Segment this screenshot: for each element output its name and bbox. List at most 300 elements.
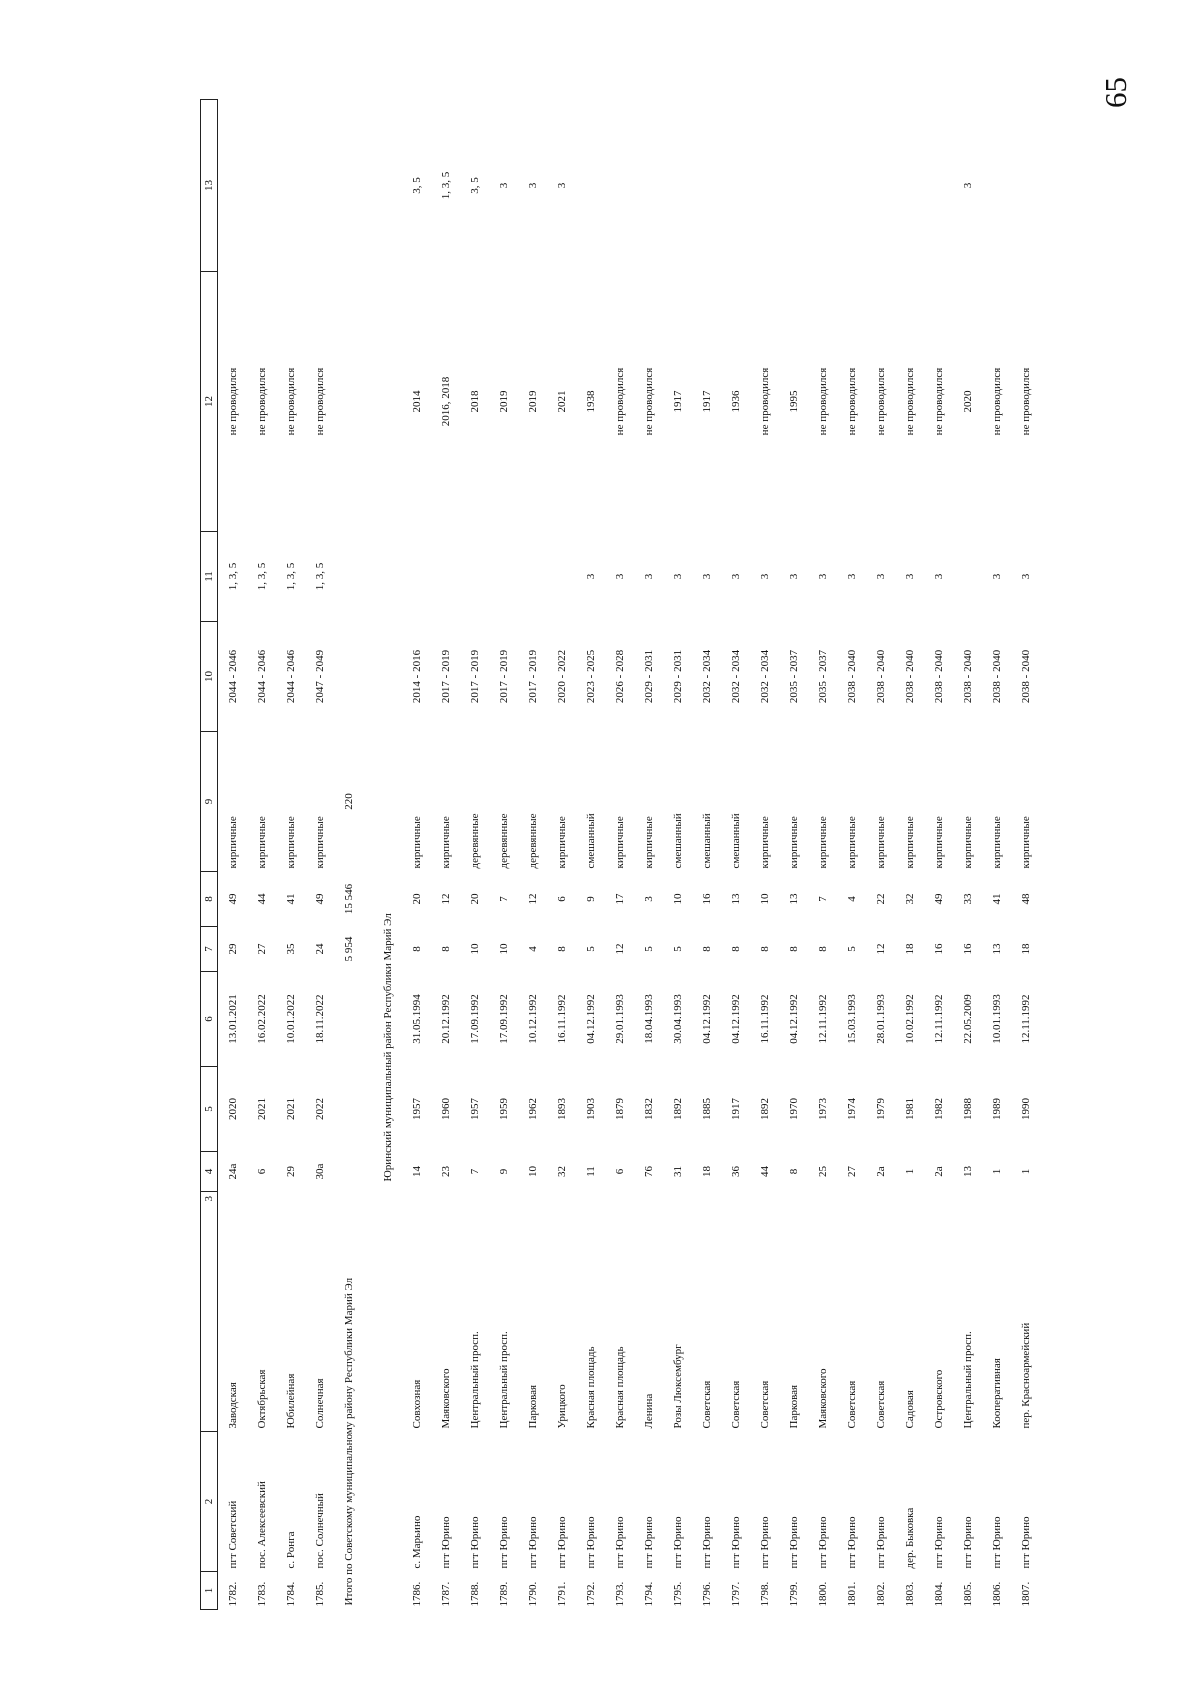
- wall-material-cell: смешанный: [671, 813, 684, 869]
- row-number-cell: 1791.: [555, 1581, 568, 1607]
- settlement-cell: пгт Советский: [226, 1500, 239, 1569]
- wall-material-cell: кирпичные: [874, 816, 887, 869]
- table-row: [895, 100, 924, 1610]
- wall-material-cell: кирпичные: [845, 816, 858, 869]
- apartments-cell: 7: [816, 896, 829, 902]
- apartments-cell: 48: [1019, 893, 1032, 905]
- house-number-cell: 1: [990, 1168, 1003, 1175]
- wall-material-cell: кирпичные: [932, 816, 945, 869]
- repair-period-cell: 2038 - 2040: [990, 649, 1003, 704]
- year-built-cell: 1960: [439, 1098, 452, 1120]
- table-row: [750, 100, 779, 1610]
- year-built-cell: 2021: [284, 1098, 297, 1120]
- table-row: [576, 100, 605, 1610]
- wall-material-cell: смешанный: [729, 813, 742, 869]
- wall-material-cell: смешанный: [700, 813, 713, 869]
- wall-material-cell: деревянные: [497, 813, 510, 869]
- repair-types-cell: 3: [932, 573, 945, 580]
- settlement-cell: с. Ронга: [284, 1531, 297, 1569]
- last-repair-year-cell: 1995: [787, 390, 800, 413]
- house-number-cell: 9: [497, 1168, 510, 1175]
- table-row: [218, 100, 248, 1610]
- apartments-cell: 41: [990, 893, 1003, 905]
- note-cell: [218, 100, 248, 272]
- col-header: 3: [201, 1192, 218, 1432]
- year-built-cell: 1988: [961, 1098, 974, 1120]
- year-built-cell: 2020: [226, 1098, 239, 1120]
- repair-types-cell: [460, 532, 489, 622]
- year-built-cell: 1879: [613, 1098, 626, 1120]
- floors-entrances-cell: 5: [584, 946, 597, 952]
- floors-entrances-cell: 18: [1019, 943, 1032, 955]
- repair-types-cell: 1, 3, 5: [284, 562, 297, 591]
- note-cell: 3: [497, 182, 510, 189]
- date-registered-cell: 10.01.2022: [284, 994, 297, 1044]
- last-repair-year-cell: не проводился: [1019, 367, 1032, 436]
- apartments-cell: 16: [700, 893, 713, 905]
- year-built-cell: 1832: [642, 1098, 655, 1120]
- repair-period-cell: 2020 - 2022: [555, 649, 568, 704]
- settlement-cell: пгт Юрино: [526, 1516, 539, 1569]
- wall-material-cell: кирпичные: [439, 816, 452, 869]
- col-header: 2: [201, 1432, 218, 1572]
- wall-material-cell: кирпичные: [255, 816, 268, 869]
- house-number-cell: 18: [700, 1166, 713, 1177]
- apartments-cell: 13: [729, 893, 742, 905]
- repair-period-cell: 2038 - 2040: [874, 649, 887, 704]
- year-built-cell: 2022: [313, 1098, 326, 1120]
- settlement-cell: пгт Юрино: [468, 1516, 481, 1569]
- last-repair-year-cell: 2019: [526, 390, 539, 413]
- settlement-cell: пгт Юрино: [584, 1516, 597, 1569]
- apartments-cell: 22: [874, 893, 887, 905]
- col-header: 8: [201, 872, 218, 927]
- column-number-row: [201, 100, 218, 1610]
- settlement-cell: пгт Юрино: [816, 1516, 829, 1569]
- repair-types-cell: 3: [874, 573, 887, 580]
- year-built-cell: 1959: [497, 1098, 510, 1120]
- apartments-cell: 3: [642, 896, 655, 902]
- date-registered-cell: 12.11.1992: [1019, 994, 1032, 1044]
- wall-material-cell: деревянные: [468, 813, 481, 869]
- note-cell: 1, 3, 5: [439, 171, 452, 200]
- note-cell: 3, 5: [468, 177, 481, 194]
- street-cell: Юбилейная: [284, 1373, 297, 1429]
- table-row: [866, 100, 895, 1610]
- note-cell: [837, 100, 866, 272]
- settlement-cell: пгт Юрино: [1019, 1516, 1032, 1569]
- date-registered-cell: 10.01.1993: [990, 994, 1003, 1044]
- street-cell: Островского: [932, 1369, 945, 1429]
- col-header: 4: [201, 1152, 218, 1192]
- note-cell: 3: [961, 182, 974, 189]
- house-number-cell: 13: [961, 1166, 974, 1177]
- apartments-cell: 4: [845, 896, 858, 902]
- settlement-cell: пгт Юрино: [671, 1516, 684, 1569]
- date-registered-cell: 15.03.1993: [845, 994, 858, 1044]
- table-row: [779, 100, 808, 1610]
- col-header: 9: [201, 732, 218, 872]
- street-cell: Урицкого: [555, 1384, 568, 1429]
- last-repair-year-cell: 1917: [671, 390, 684, 413]
- apartments-cell: 6: [555, 896, 568, 902]
- repair-period-cell: 2029 - 2031: [671, 649, 684, 704]
- date-registered-cell: 04.12.1992: [700, 994, 713, 1044]
- row-number-cell: 1794.: [642, 1581, 655, 1607]
- repair-period-cell: 2017 - 2019: [439, 649, 452, 704]
- note-cell: [808, 100, 837, 272]
- settlement-cell: пгт Юрино: [758, 1516, 771, 1569]
- house-number-cell: 24а: [226, 1163, 239, 1180]
- note-cell: [924, 100, 953, 272]
- apartments-cell: 13: [787, 893, 800, 905]
- house-number-cell: 1: [903, 1168, 916, 1175]
- date-registered-cell: 17.09.1992: [497, 994, 510, 1044]
- row-number-cell: 1792.: [584, 1581, 597, 1607]
- year-built-cell: 1892: [671, 1098, 684, 1120]
- table-row: [721, 100, 750, 1610]
- street-cell: Советская: [758, 1380, 771, 1429]
- street-cell: Садовая: [903, 1390, 916, 1429]
- apartments-cell: 12: [526, 893, 539, 905]
- last-repair-year-cell: 2018: [468, 390, 481, 413]
- date-registered-cell: 04.12.1992: [729, 994, 742, 1044]
- date-registered-cell: 18.11.2022: [313, 994, 326, 1044]
- table-row: [1011, 100, 1040, 1610]
- row-number-cell: 1804.: [932, 1581, 945, 1607]
- floors-entrances-cell: 5: [671, 946, 684, 952]
- apartments-cell: 10: [671, 893, 684, 905]
- table-row: [305, 100, 334, 1610]
- row-number-cell: 1807.: [1019, 1581, 1032, 1607]
- floors-entrances-cell: 16: [961, 943, 974, 955]
- last-repair-year-cell: 1917: [700, 390, 713, 413]
- apartments-cell: 10: [758, 893, 771, 905]
- table-row: [837, 100, 866, 1610]
- repair-period-cell: 2038 - 2040: [1019, 649, 1032, 704]
- repair-period-cell: 2023 - 2025: [584, 649, 597, 704]
- year-built-cell: 1981: [903, 1098, 916, 1120]
- house-number-cell: 2а: [874, 1166, 887, 1177]
- note-cell: [750, 100, 779, 272]
- last-repair-year-cell: не проводился: [255, 367, 268, 436]
- street-cell: Парковая: [787, 1384, 800, 1429]
- wall-material-cell: кирпичные: [903, 816, 916, 869]
- street-cell: Ленина: [642, 1393, 655, 1429]
- repair-period-cell: 2035 - 2037: [787, 649, 800, 704]
- wall-material-cell: кирпичные: [787, 816, 800, 869]
- apartments-cell: 44: [255, 893, 268, 905]
- street-cell: Центральный просп.: [961, 1331, 974, 1429]
- note-cell: [634, 100, 663, 272]
- wall-material-cell: кирпичные: [284, 816, 297, 869]
- apartments-cell: 17: [613, 893, 626, 905]
- table-row: [276, 100, 305, 1610]
- last-repair-year-cell: не проводился: [313, 367, 326, 436]
- house-number-cell: 25: [816, 1166, 829, 1177]
- last-repair-year-cell: 2016, 2018: [439, 376, 452, 427]
- last-repair-year-cell: не проводился: [284, 367, 297, 436]
- street-cell: Совхозная: [410, 1379, 423, 1429]
- repair-types-cell: [489, 532, 518, 622]
- table-row: [247, 100, 276, 1610]
- repair-period-cell: 2032 - 2034: [700, 649, 713, 704]
- col-header: 6: [201, 972, 218, 1067]
- table-row: [982, 100, 1011, 1610]
- row-number-cell: 1784.: [284, 1581, 297, 1607]
- floors-entrances-cell: 5: [845, 946, 858, 952]
- row-number-cell: 1795.: [671, 1581, 684, 1607]
- total-col9: 220: [342, 793, 355, 810]
- floors-entrances-cell: 27: [255, 943, 268, 955]
- note-cell: [663, 100, 692, 272]
- date-registered-cell: 12.11.1992: [932, 994, 945, 1044]
- row-number-cell: 1798.: [758, 1581, 771, 1607]
- street-cell: Советская: [845, 1380, 858, 1429]
- settlement-cell: пос. Алексеевский: [255, 1481, 268, 1569]
- page-number: 65: [1098, 77, 1133, 108]
- apartments-cell: 7: [497, 896, 510, 902]
- note-cell: [247, 100, 276, 272]
- street-cell: пер. Красноармейский: [1019, 1322, 1032, 1429]
- year-built-cell: 1892: [758, 1098, 771, 1120]
- row-number-cell: 1789.: [497, 1581, 510, 1607]
- row-number-cell: 1783.: [255, 1581, 268, 1607]
- row-number-cell: 1806.: [990, 1581, 1003, 1607]
- floors-entrances-cell: 16: [932, 943, 945, 955]
- settlement-cell: пгт Юрино: [642, 1516, 655, 1569]
- col-header: 13: [201, 100, 218, 272]
- repair-period-cell: 2038 - 2040: [932, 649, 945, 704]
- house-number-cell: 27: [845, 1166, 858, 1177]
- settlement-cell: пгт Юрино: [700, 1516, 713, 1569]
- settlement-cell: пгт Юрино: [874, 1516, 887, 1569]
- last-repair-year-cell: не проводился: [642, 367, 655, 436]
- repair-period-cell: 2038 - 2040: [903, 649, 916, 704]
- note-cell: [779, 100, 808, 272]
- row-number-cell: 1797.: [729, 1581, 742, 1607]
- house-number-cell: 6: [613, 1168, 626, 1175]
- year-built-cell: 1982: [932, 1098, 945, 1120]
- settlement-cell: дер. Быковка: [903, 1507, 916, 1569]
- year-built-cell: 1970: [787, 1098, 800, 1120]
- floors-entrances-cell: 18: [903, 943, 916, 955]
- house-number-cell: 10: [526, 1166, 539, 1177]
- last-repair-year-cell: не проводился: [932, 367, 945, 436]
- note-cell: [305, 100, 334, 272]
- street-cell: Кооперативная: [990, 1358, 1003, 1429]
- house-number-cell: 1: [1019, 1168, 1032, 1175]
- repair-types-cell: 3: [787, 573, 800, 580]
- floors-entrances-cell: 10: [468, 943, 481, 955]
- region-header: Юринский муниципальный район Республики Марий Эл: [381, 913, 394, 1182]
- street-cell: Парковая: [526, 1384, 539, 1429]
- table-row: [692, 100, 721, 1610]
- note-cell: 3: [526, 182, 539, 189]
- apartments-cell: 20: [410, 893, 423, 905]
- total-row: [334, 100, 363, 1610]
- repair-types-cell: 3: [903, 573, 916, 580]
- row-number-cell: 1801.: [845, 1581, 858, 1607]
- repair-period-cell: 2017 - 2019: [497, 649, 510, 704]
- repair-types-cell: [547, 532, 576, 622]
- street-cell: Октябрьская: [255, 1369, 268, 1429]
- street-cell: Красная площадь: [613, 1346, 626, 1429]
- date-registered-cell: 04.12.1992: [787, 994, 800, 1044]
- street-cell: Центральный просп.: [497, 1331, 510, 1429]
- wall-material-cell: деревянные: [526, 813, 539, 869]
- row-number-cell: 1787.: [439, 1581, 452, 1607]
- last-repair-year-cell: 2014: [410, 390, 423, 413]
- col-header: 1: [201, 1572, 218, 1610]
- repair-period-cell: 2029 - 2031: [642, 649, 655, 704]
- row-number-cell: 1786.: [410, 1581, 423, 1607]
- house-number-cell: 76: [642, 1166, 655, 1177]
- year-built-cell: 1962: [526, 1098, 539, 1120]
- floors-entrances-cell: 5: [642, 946, 655, 952]
- floors-entrances-cell: 8: [555, 946, 568, 952]
- year-built-cell: 1989: [990, 1098, 1003, 1120]
- wall-material-cell: кирпичные: [313, 816, 326, 869]
- year-built-cell: 1885: [700, 1098, 713, 1120]
- row-number-cell: 1799.: [787, 1581, 800, 1607]
- house-number-cell: 23: [439, 1166, 452, 1177]
- repair-types-cell: 3: [816, 573, 829, 580]
- floors-entrances-cell: 35: [284, 943, 297, 955]
- col-header: 5: [201, 1067, 218, 1152]
- col-header: 7: [201, 927, 218, 972]
- row-number-cell: 1803.: [903, 1581, 916, 1607]
- repair-period-cell: 2014 - 2016: [410, 649, 423, 704]
- house-number-cell: 29: [284, 1166, 297, 1177]
- settlement-cell: пгт Юрино: [613, 1516, 626, 1569]
- street-cell: Советская: [874, 1380, 887, 1429]
- date-registered-cell: 20.12.1992: [439, 994, 452, 1044]
- apartments-cell: 33: [961, 893, 974, 905]
- street-cell: Заводская: [226, 1382, 239, 1429]
- table-row: [518, 100, 547, 1610]
- date-registered-cell: 16.11.1992: [555, 994, 568, 1044]
- last-repair-year-cell: не проводился: [874, 367, 887, 436]
- floors-entrances-cell: 13: [990, 943, 1003, 955]
- settlement-cell: пгт Юрино: [961, 1516, 974, 1569]
- wall-material-cell: кирпичные: [642, 816, 655, 869]
- year-built-cell: 2021: [255, 1098, 268, 1120]
- total-section: [334, 100, 402, 1610]
- last-repair-year-cell: не проводился: [845, 367, 858, 436]
- last-repair-year-cell: 2019: [497, 390, 510, 413]
- region-header-row: [373, 100, 402, 1610]
- repair-period-cell: 2044 - 2046: [284, 649, 297, 704]
- wall-material-cell: кирпичные: [961, 816, 974, 869]
- col-header: 12: [201, 272, 218, 532]
- street-cell: Красная площадь: [584, 1346, 597, 1429]
- wall-material-cell: кирпичные: [1019, 816, 1032, 869]
- wall-material-cell: кирпичные: [555, 816, 568, 869]
- last-repair-year-cell: не проводился: [903, 367, 916, 436]
- street-cell: Розы Люксембург: [671, 1344, 684, 1429]
- settlement-cell: пгт Юрино: [990, 1516, 1003, 1569]
- settlement-cell: пгт Юрино: [497, 1516, 510, 1569]
- date-registered-cell: 22.05.2009: [961, 994, 974, 1044]
- date-registered-cell: 17.09.1992: [468, 994, 481, 1044]
- floors-entrances-cell: 8: [410, 946, 423, 952]
- last-repair-year-cell: не проводился: [758, 367, 771, 436]
- last-repair-year-cell: 1938: [584, 390, 597, 413]
- repair-types-cell: 3: [845, 573, 858, 580]
- floors-entrances-cell: 8: [700, 946, 713, 952]
- repair-types-cell: 3: [584, 573, 597, 580]
- repair-types-cell: 3: [729, 573, 742, 580]
- house-number-cell: 36: [729, 1166, 742, 1177]
- note-cell: [982, 100, 1011, 272]
- apartments-cell: 32: [903, 893, 916, 905]
- note-cell: [895, 100, 924, 272]
- repair-types-cell: [518, 532, 547, 622]
- street-cell: Советская: [700, 1380, 713, 1429]
- street-cell: Маяковского: [816, 1368, 829, 1429]
- settlement-cell: пгт Юрино: [729, 1516, 742, 1569]
- table-row: [402, 100, 431, 1610]
- last-repair-year-cell: 2020: [961, 390, 974, 413]
- repair-period-cell: 2032 - 2034: [729, 649, 742, 704]
- repair-period-cell: 2044 - 2046: [255, 649, 268, 704]
- note-cell: [721, 100, 750, 272]
- floors-entrances-cell: 8: [816, 946, 829, 952]
- floors-entrances-cell: 12: [874, 943, 887, 955]
- apartments-cell: 20: [468, 893, 481, 905]
- street-cell: Центральный просп.: [468, 1331, 481, 1429]
- apartments-cell: 41: [284, 893, 297, 905]
- last-repair-year-cell: не проводился: [226, 367, 239, 436]
- house-number-cell: 14: [410, 1166, 423, 1177]
- street-cell: Советская: [729, 1380, 742, 1429]
- house-number-cell: 8: [787, 1168, 800, 1175]
- row-number-cell: 1796.: [700, 1581, 713, 1607]
- date-registered-cell: 12.11.1992: [816, 994, 829, 1044]
- repair-period-cell: 2026 - 2028: [613, 649, 626, 704]
- date-registered-cell: 13.01.2021: [226, 994, 239, 1044]
- apartments-cell: 9: [584, 896, 597, 902]
- housing-register-table: [200, 100, 1180, 1610]
- repair-period-cell: 2017 - 2019: [526, 649, 539, 704]
- repair-types-cell: [431, 532, 460, 622]
- floors-entrances-cell: 8: [758, 946, 771, 952]
- repair-types-cell: 1, 3, 5: [226, 562, 239, 591]
- house-number-cell: 31: [671, 1166, 684, 1177]
- note-cell: [576, 100, 605, 272]
- row-number-cell: 1790.: [526, 1581, 539, 1607]
- rows-yurinsky: [402, 100, 1040, 1610]
- table-row: [953, 100, 982, 1610]
- total-col8: 15 546: [342, 883, 355, 915]
- total-label: Итого по Советскому муниципальному району Республики Марий Эл: [342, 1277, 355, 1606]
- repair-types-cell: 3: [671, 573, 684, 580]
- year-built-cell: 1974: [845, 1098, 858, 1120]
- last-repair-year-cell: не проводился: [613, 367, 626, 436]
- note-cell: 3: [555, 182, 568, 189]
- repair-period-cell: 2044 - 2046: [226, 649, 239, 704]
- floors-entrances-cell: 4: [526, 946, 539, 952]
- floors-entrances-cell: 8: [439, 946, 452, 952]
- date-registered-cell: 18.04.1993: [642, 994, 655, 1044]
- year-built-cell: 1973: [816, 1098, 829, 1120]
- note-cell: [866, 100, 895, 272]
- settlement-cell: пгт Юрино: [439, 1516, 452, 1569]
- note-cell: [692, 100, 721, 272]
- repair-types-cell: 3: [613, 573, 626, 580]
- repair-types-cell: [953, 532, 982, 622]
